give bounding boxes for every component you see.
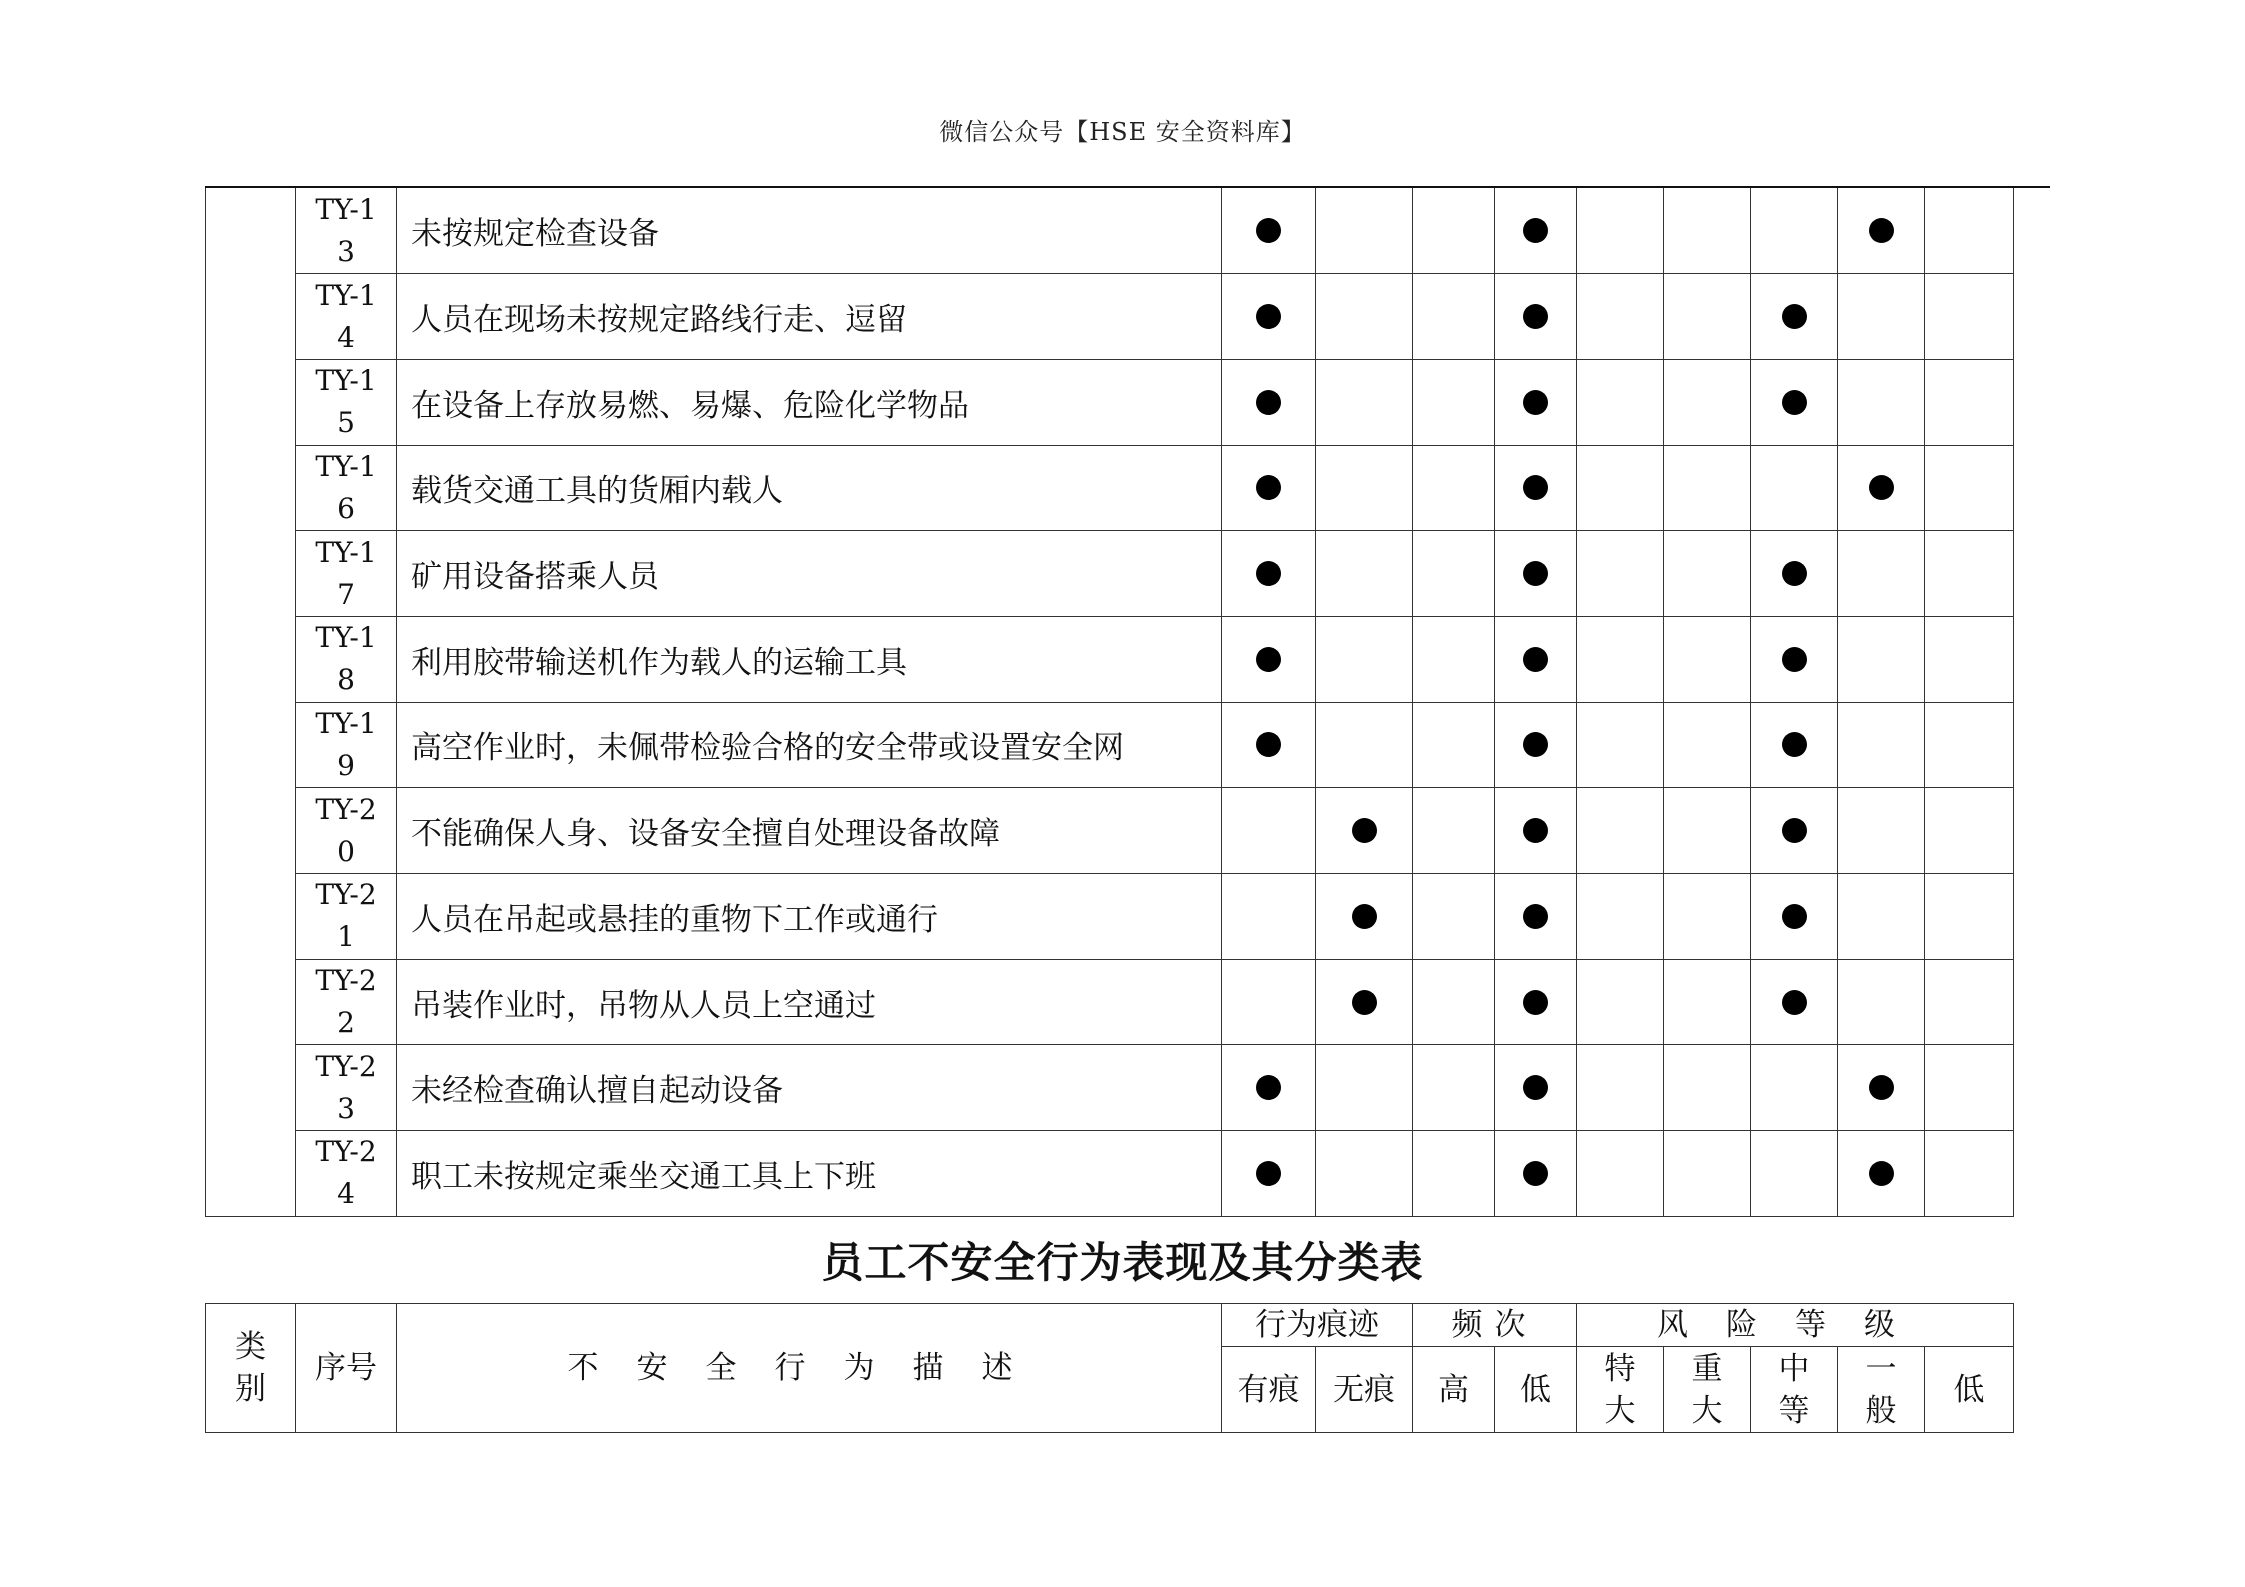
filled-dot-icon	[1256, 390, 1281, 415]
mark-cell	[1838, 616, 1925, 702]
description-cell: 吊装作业时，吊物从人员上空通过	[397, 959, 1222, 1045]
filled-dot-icon	[1782, 818, 1807, 843]
description-cell: 职工未按规定乘坐交通工具上下班	[397, 1131, 1222, 1217]
filled-dot-icon	[1782, 304, 1807, 329]
code-prefix: TY-1	[315, 449, 377, 483]
code-prefix: TY-1	[315, 364, 377, 398]
code-prefix: TY-2	[315, 1135, 377, 1169]
header-risk-extreme-line2: 大	[1604, 1392, 1636, 1429]
filled-dot-icon	[1523, 990, 1548, 1015]
mark-cell	[1751, 188, 1838, 274]
mark-cell	[1577, 359, 1664, 445]
section-title: 员工不安全行为表现及其分类表	[821, 1238, 1424, 1287]
mark-cell	[1413, 874, 1495, 960]
mark-cell	[1751, 702, 1838, 788]
code-cell	[296, 359, 397, 445]
filled-dot-icon	[1256, 647, 1281, 672]
code-suffix: 3	[337, 234, 355, 268]
mark-cell	[1316, 874, 1413, 960]
mark-cell	[1838, 874, 1925, 960]
code-cell	[296, 188, 397, 274]
mark-cell	[1413, 1045, 1495, 1131]
mark-cell	[1495, 1131, 1577, 1217]
code-suffix: 0	[337, 834, 355, 868]
mark-cell	[1316, 1131, 1413, 1217]
header-category-line2: 别	[235, 1371, 266, 1407]
category-cell	[206, 188, 296, 1216]
mark-cell	[1316, 616, 1413, 702]
filled-dot-icon	[1523, 1075, 1548, 1100]
mark-cell	[1838, 1131, 1925, 1217]
filled-dot-icon	[1782, 390, 1807, 415]
header-freq-low: 低	[1495, 1347, 1577, 1433]
description-cell: 矿用设备搭乘人员	[397, 531, 1222, 617]
table-row	[206, 702, 2014, 788]
filled-dot-icon	[1782, 732, 1807, 757]
table-row	[206, 788, 2014, 874]
filled-dot-icon	[1523, 1161, 1548, 1186]
filled-dot-icon	[1523, 304, 1548, 329]
filled-dot-icon	[1256, 218, 1281, 243]
mark-cell	[1577, 531, 1664, 617]
mark-cell	[1751, 874, 1838, 960]
mark-cell	[1925, 616, 2014, 702]
mark-cell	[1495, 788, 1577, 874]
mark-cell	[1413, 702, 1495, 788]
mark-cell	[1751, 445, 1838, 531]
filled-dot-icon	[1782, 990, 1807, 1015]
code-prefix: TY-1	[315, 192, 377, 226]
table-row	[206, 445, 2014, 531]
mark-cell	[1664, 359, 1751, 445]
mark-cell	[1413, 1131, 1495, 1217]
description-cell: 人员在吊起或悬挂的重物下工作或通行	[397, 874, 1222, 960]
filled-dot-icon	[1256, 1075, 1281, 1100]
mark-cell	[1495, 616, 1577, 702]
description-cell: 利用胶带输送机作为载人的运输工具	[397, 616, 1222, 702]
filled-dot-icon	[1782, 647, 1807, 672]
mark-cell	[1925, 959, 2014, 1045]
mark-cell	[1316, 274, 1413, 360]
filled-dot-icon	[1782, 904, 1807, 929]
table-row	[206, 1131, 2014, 1217]
mark-cell	[1751, 788, 1838, 874]
code-prefix: TY-1	[315, 535, 377, 569]
header-group-risk: 风险等级	[1577, 1304, 2014, 1347]
code-prefix: TY-2	[315, 964, 377, 998]
mark-cell	[1222, 959, 1316, 1045]
mark-cell	[1413, 788, 1495, 874]
mark-cell	[1413, 274, 1495, 360]
mark-cell	[1925, 874, 2014, 960]
mark-cell	[1413, 531, 1495, 617]
code-cell	[296, 959, 397, 1045]
mark-cell	[1577, 274, 1664, 360]
filled-dot-icon	[1523, 561, 1548, 586]
header-freq-high: 高	[1413, 1347, 1495, 1433]
classification-table-header	[205, 1303, 2014, 1433]
mark-cell	[1577, 788, 1664, 874]
header-risk-general	[1838, 1347, 1925, 1433]
mark-cell	[1577, 1045, 1664, 1131]
mark-cell	[1222, 874, 1316, 960]
mark-cell	[1838, 959, 1925, 1045]
code-cell	[296, 1131, 397, 1217]
filled-dot-icon	[1256, 304, 1281, 329]
mark-cell	[1316, 445, 1413, 531]
mark-cell	[1664, 188, 1751, 274]
mark-cell	[1413, 359, 1495, 445]
mark-cell	[1838, 359, 1925, 445]
filled-dot-icon	[1869, 1161, 1894, 1186]
code-prefix: TY-2	[315, 792, 377, 826]
code-suffix: 8	[337, 663, 355, 697]
mark-cell	[1413, 188, 1495, 274]
filled-dot-icon	[1256, 561, 1281, 586]
header-risk-extreme	[1577, 1347, 1664, 1433]
description-cell: 未经检查确认擅自起动设备	[397, 1045, 1222, 1131]
mark-cell	[1925, 788, 2014, 874]
mark-cell	[1925, 1045, 2014, 1131]
filled-dot-icon	[1523, 904, 1548, 929]
mark-cell	[1222, 788, 1316, 874]
filled-dot-icon	[1869, 475, 1894, 500]
mark-cell	[1495, 959, 1577, 1045]
mark-cell	[1577, 1131, 1664, 1217]
table-row	[206, 274, 2014, 360]
mark-cell	[1222, 531, 1316, 617]
mark-cell	[1495, 874, 1577, 960]
code-cell	[296, 445, 397, 531]
table-row	[206, 616, 2014, 702]
header-description: 不安全行为描述	[397, 1304, 1222, 1433]
filled-dot-icon	[1869, 218, 1894, 243]
mark-cell	[1222, 1045, 1316, 1131]
header-category-line1: 类	[235, 1329, 266, 1365]
filled-dot-icon	[1523, 390, 1548, 415]
mark-cell	[1664, 616, 1751, 702]
mark-cell	[1664, 1045, 1751, 1131]
filled-dot-icon	[1256, 475, 1281, 500]
mark-cell	[1222, 1131, 1316, 1217]
header-serial: 序号	[296, 1304, 397, 1433]
code-cell	[296, 1045, 397, 1131]
code-prefix: TY-1	[315, 621, 377, 655]
mark-cell	[1577, 702, 1664, 788]
mark-cell	[1413, 616, 1495, 702]
code-suffix: 4	[337, 320, 355, 354]
mark-cell	[1495, 188, 1577, 274]
filled-dot-icon	[1523, 647, 1548, 672]
mark-cell	[1316, 959, 1413, 1045]
header-risk-medium	[1751, 1347, 1838, 1433]
mark-cell	[1413, 959, 1495, 1045]
header-category	[206, 1304, 296, 1433]
mark-cell	[1751, 274, 1838, 360]
mark-cell	[1577, 874, 1664, 960]
filled-dot-icon	[1256, 1161, 1281, 1186]
code-prefix: TY-2	[315, 1049, 377, 1083]
filled-dot-icon	[1256, 732, 1281, 757]
mark-cell	[1222, 274, 1316, 360]
description-cell: 在设备上存放易燃、易爆、危险化学物品	[397, 359, 1222, 445]
mark-cell	[1664, 445, 1751, 531]
mark-cell	[1495, 274, 1577, 360]
risk-table-body	[206, 188, 2014, 1216]
code-suffix: 3	[337, 1091, 355, 1125]
code-cell	[296, 274, 397, 360]
filled-dot-icon	[1523, 732, 1548, 757]
mark-cell	[1222, 359, 1316, 445]
mark-cell	[1316, 531, 1413, 617]
mark-cell	[1316, 702, 1413, 788]
table-row	[206, 874, 2014, 960]
mark-cell	[1838, 1045, 1925, 1131]
mark-cell	[1316, 188, 1413, 274]
mark-cell	[1495, 445, 1577, 531]
mark-cell	[1925, 188, 2014, 274]
mark-cell	[1751, 1045, 1838, 1131]
mark-cell	[1664, 874, 1751, 960]
table-row	[206, 188, 2014, 274]
mark-cell	[1751, 959, 1838, 1045]
header-risk-major-line2: 大	[1691, 1392, 1723, 1429]
code-suffix: 1	[337, 920, 355, 954]
mark-cell	[1577, 445, 1664, 531]
mark-cell	[1316, 1045, 1413, 1131]
mark-cell	[1664, 274, 1751, 360]
mark-cell	[1316, 359, 1413, 445]
mark-cell	[1751, 359, 1838, 445]
description-cell: 高空作业时，未佩带检验合格的安全带或设置安全网	[397, 702, 1222, 788]
filled-dot-icon	[1523, 475, 1548, 500]
header-risk-general-line2: 般	[1865, 1392, 1897, 1429]
mark-cell	[1838, 531, 1925, 617]
mark-cell	[1838, 188, 1925, 274]
mark-cell	[1925, 274, 2014, 360]
header-risk-extreme-line1: 特	[1604, 1350, 1636, 1387]
filled-dot-icon	[1352, 904, 1377, 929]
code-suffix: 2	[337, 1006, 355, 1040]
code-cell	[296, 616, 397, 702]
table-row	[206, 531, 2014, 617]
filled-dot-icon	[1869, 1075, 1894, 1100]
description-cell: 未按规定检查设备	[397, 188, 1222, 274]
filled-dot-icon	[1523, 818, 1548, 843]
mark-cell	[1495, 359, 1577, 445]
risk-behavior-table	[205, 188, 2014, 1217]
mark-cell	[1925, 359, 2014, 445]
description-cell: 不能确保人身、设备安全擅自处理设备故障	[397, 788, 1222, 874]
mark-cell	[1751, 1131, 1838, 1217]
table-row	[206, 1045, 2014, 1131]
table-row	[206, 959, 2014, 1045]
mark-cell	[1413, 445, 1495, 531]
mark-cell	[1316, 788, 1413, 874]
mark-cell	[1664, 788, 1751, 874]
mark-cell	[1664, 702, 1751, 788]
mark-cell	[1925, 1131, 2014, 1217]
header-group-trace: 行为痕迹	[1222, 1304, 1413, 1347]
header-risk-medium-line1: 中	[1778, 1350, 1810, 1387]
header-trace-yes: 有痕	[1222, 1347, 1316, 1433]
mark-cell	[1222, 702, 1316, 788]
mark-cell	[1577, 959, 1664, 1045]
mark-cell	[1222, 445, 1316, 531]
mark-cell	[1495, 1045, 1577, 1131]
header-risk-low: 低	[1925, 1347, 2014, 1433]
code-cell	[296, 702, 397, 788]
mark-cell	[1495, 702, 1577, 788]
code-suffix: 7	[337, 577, 355, 611]
mark-cell	[1664, 531, 1751, 617]
code-suffix: 9	[337, 748, 355, 782]
mark-cell	[1838, 788, 1925, 874]
code-cell	[296, 531, 397, 617]
mark-cell	[1751, 531, 1838, 617]
code-prefix: TY-1	[315, 706, 377, 740]
mark-cell	[1495, 531, 1577, 617]
table-row	[206, 359, 2014, 445]
mark-cell	[1838, 274, 1925, 360]
mark-cell	[1925, 702, 2014, 788]
code-suffix: 4	[337, 1177, 355, 1211]
description-cell: 载货交通工具的货厢内载人	[397, 445, 1222, 531]
code-prefix: TY-2	[315, 878, 377, 912]
header-risk-major-line1: 重	[1691, 1350, 1723, 1387]
code-cell	[296, 874, 397, 960]
mark-cell	[1838, 702, 1925, 788]
filled-dot-icon	[1352, 818, 1377, 843]
filled-dot-icon	[1523, 218, 1548, 243]
mark-cell	[1925, 445, 2014, 531]
header-risk-major	[1664, 1347, 1751, 1433]
mark-cell	[1577, 616, 1664, 702]
mark-cell	[1222, 616, 1316, 702]
mark-cell	[1664, 1131, 1751, 1217]
code-cell	[296, 788, 397, 874]
mark-cell	[1577, 188, 1664, 274]
mark-cell	[1751, 616, 1838, 702]
header-trace-no: 无痕	[1316, 1347, 1413, 1433]
code-suffix: 5	[337, 406, 355, 440]
mark-cell	[1925, 531, 2014, 617]
code-suffix: 6	[337, 491, 355, 525]
header-risk-general-line1: 一	[1865, 1350, 1897, 1387]
mark-cell	[1664, 959, 1751, 1045]
header-group-frequency: 频次	[1413, 1304, 1577, 1347]
page-header: 微信公众号【HSE 安全资料库】	[939, 118, 1306, 146]
description-cell: 人员在现场未按规定路线行走、逗留	[397, 274, 1222, 360]
code-prefix: TY-1	[315, 278, 377, 312]
mark-cell	[1838, 445, 1925, 531]
header-risk-medium-line2: 等	[1778, 1392, 1810, 1429]
filled-dot-icon	[1352, 990, 1377, 1015]
mark-cell	[1222, 188, 1316, 274]
filled-dot-icon	[1782, 561, 1807, 586]
